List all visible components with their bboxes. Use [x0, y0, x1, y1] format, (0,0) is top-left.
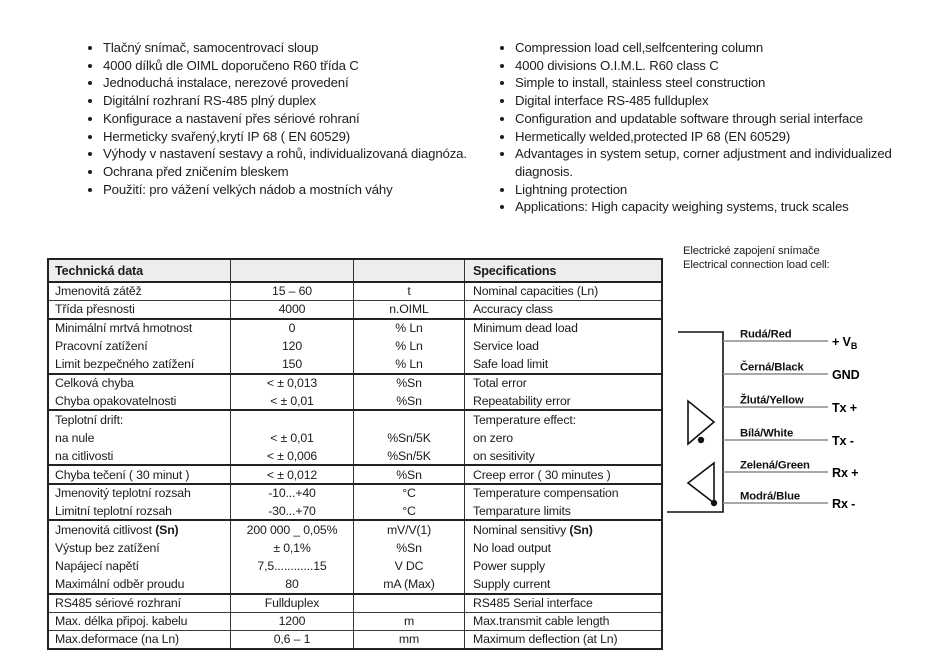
table-cell-c3: m — [354, 612, 465, 630]
table-cell-c3: V DC — [354, 557, 465, 575]
rx-receiver-triangle-icon — [688, 463, 714, 503]
table-cell-c4: Safe load limit — [465, 355, 663, 373]
terminal-label: Tx - — [832, 434, 854, 448]
table-row — [48, 576, 662, 594]
table-cell-c3: % Ln — [354, 355, 465, 373]
table-cell-c1: RS485 sériové rozhraní — [48, 594, 231, 612]
table-cell-c2: < ± 0,013 — [231, 374, 354, 392]
terminal-label: GND — [832, 368, 860, 382]
table-cell-c1: Limit bezpečného zatížení — [48, 355, 231, 373]
table-cell-c3: %Sn — [354, 539, 465, 557]
feature-list-english — [498, 39, 917, 216]
table-cell-c2: 7,5............15 — [231, 557, 354, 575]
table-row — [48, 337, 662, 355]
table-row — [48, 410, 662, 428]
table-cell-c1: Max. délka připoj. kabelu — [48, 612, 231, 630]
table-row — [48, 319, 662, 337]
wire-color-label: Zelená/Green — [740, 459, 810, 472]
table-cell-c2: 0,6 – 1 — [231, 631, 354, 649]
wire-color-label: Žlutá/Yellow — [740, 394, 804, 407]
table-cell-c4: Creep error ( 30 minutes ) — [465, 465, 663, 483]
table-cell-c3: °C — [354, 502, 465, 520]
table-cell-c2: < ± 0,01 — [231, 392, 354, 410]
table-cell-c2: < ± 0,01 — [231, 429, 354, 447]
table-cell-c1: Celková chyba — [48, 374, 231, 392]
table-row — [48, 631, 662, 649]
table-cell-c4: Supply current — [465, 576, 663, 594]
table-cell-c4: Total error — [473, 376, 527, 391]
table-row — [48, 520, 662, 538]
table-header-unit — [354, 259, 465, 282]
table-cell-c4: Nominal capacities (Ln) — [465, 282, 663, 300]
wire-color-label: Rudá/Red — [740, 328, 792, 341]
table-cell-c3: mV/V(1) — [354, 520, 465, 538]
table-row — [48, 300, 662, 318]
table-row — [48, 465, 662, 483]
table-cell-c2: Fullduplex — [231, 594, 354, 612]
table-cell-c3: t — [354, 282, 465, 300]
table-cell-c2: < ± 0,012 — [231, 465, 354, 483]
table-cell-c1: Třída přesnosti — [48, 300, 231, 318]
table-row — [48, 539, 662, 557]
table-row — [48, 282, 662, 300]
table-header-row — [48, 259, 662, 282]
table-cell-c1: Napájecí napětí — [48, 557, 231, 575]
table-cell-c4: Max.transmit cable length — [465, 612, 663, 630]
table-cell-c1: Chyba tečení ( 30 minut ) — [48, 465, 231, 483]
table-cell-c2: ± 0,1% — [231, 539, 354, 557]
table-cell-c1: Jmenovitá citlivost (Sn) — [48, 520, 231, 538]
table-cell-c2: 0 — [231, 319, 354, 337]
table-cell-c3: mA (Max) — [354, 576, 465, 594]
table-row — [48, 355, 662, 373]
feature-item-czech: • Konfigurace a nastavení přes sériové rohraní — [103, 110, 508, 128]
table-cell-c4: No load output — [473, 540, 551, 555]
diagram-caption — [683, 245, 830, 272]
table-cell-c1: Maximální odběr proudu — [48, 576, 231, 594]
feature-item-english: • Simple to install, stainless steel construction — [515, 74, 917, 92]
feature-item-czech: • Výhody v nastavení sestavy a rohů, individualizovaná diagnóza. — [103, 145, 508, 163]
table-cell-c4: Temperature compensation — [473, 486, 619, 501]
table-cell-c4: Accuracy class — [465, 300, 663, 318]
table-cell-c3: %Sn/5K — [354, 447, 465, 465]
table-cell-c3: °C — [354, 484, 465, 502]
table-cell-c1: Pracovní zatížení — [48, 337, 231, 355]
table-cell-c3 — [354, 410, 465, 428]
connection-diagram — [660, 315, 943, 530]
table-cell-c4: Minimum dead load — [473, 321, 578, 336]
table-cell-c1: Minimální mrtvá hmotnost — [48, 319, 231, 337]
table-cell-c1: Chyba opakovatelnosti — [48, 392, 231, 410]
table-row — [48, 594, 662, 612]
feature-item-english: • Compression load cell,selfcentering column — [515, 39, 917, 57]
table-cell-c4: Temperature effect: — [473, 413, 576, 428]
table-cell-c2: -10...+40 — [231, 484, 354, 502]
rx-junction-dot — [711, 500, 717, 506]
table-cell-c1: na nule — [48, 429, 231, 447]
table-cell-c2: 150 — [231, 355, 354, 373]
diagram-caption-czech: Electrické zapojení snímače — [683, 245, 820, 257]
feature-item-czech: • Tlačný snímač, samocentrovací sloup — [103, 39, 508, 57]
table-row — [48, 447, 662, 465]
table-row — [48, 392, 662, 410]
technical-data-table — [47, 258, 663, 650]
feature-list-czech — [86, 39, 508, 198]
feature-item-english: • Applications: High capacity weighing systems, truck scales — [515, 198, 917, 216]
table-cell-c4: Power supply — [473, 559, 546, 574]
table-cell-c4: Service load — [473, 339, 539, 354]
diagram-caption-english: Electrical connection load cell: — [683, 258, 830, 271]
table-cell-c1: na citlivosti — [48, 447, 231, 465]
feature-item-czech: • Digitální rozhraní RS-485 plný duplex — [103, 92, 508, 110]
table-cell-c4: Repeatability error — [465, 392, 663, 410]
table-header-czech: Technická data — [48, 259, 231, 282]
table-row — [48, 502, 662, 520]
feature-item-english: • Advantages in system setup, corner adjustment and individualized diagnosis. — [515, 145, 917, 180]
table-cell-c4: Maximum deflection (at Ln) — [473, 632, 618, 647]
terminal-label: Rx + — [832, 466, 859, 480]
feature-item-czech: • Hermeticky svařený,krytí IP 68 ( EN 60529) — [103, 128, 508, 146]
feature-item-czech: • Použití: pro vážení velkých nádob a mostních váhy — [103, 181, 508, 199]
table-row — [48, 612, 662, 630]
table-cell-c2: -30...+70 — [231, 502, 354, 520]
wire-color-label: Černá/Black — [740, 361, 804, 374]
tx-junction-dot — [698, 437, 704, 443]
feature-item-czech: • Ochrana před zničením bleskem — [103, 163, 508, 181]
table-cell-c3: % Ln — [354, 319, 465, 337]
table-cell-c2: 120 — [231, 337, 354, 355]
terminal-label: Rx - — [832, 497, 856, 511]
table-row — [48, 374, 662, 392]
table-cell-c3: n.OIML — [354, 300, 465, 318]
table-cell-c1: Jmenovitý teplotní rozsah — [48, 484, 231, 502]
feature-item-english: • 4000 divisions O.I.M.L. R60 class C — [515, 57, 917, 75]
table-cell-c2: < ± 0,006 — [231, 447, 354, 465]
table-cell-c2: 1200 — [231, 612, 354, 630]
feature-item-english: • Lightning protection — [515, 181, 917, 199]
feature-item-czech: • Jednoduchá instalace, nerezové provedení — [103, 74, 508, 92]
table-cell-c4: Temparature limits — [465, 502, 663, 520]
table-cell-c3: % Ln — [354, 337, 465, 355]
table-cell-c1: Teplotní drift: — [48, 410, 231, 428]
feature-item-english: • Hermetically welded,protected IP 68 (EN 60529) — [515, 128, 917, 146]
wire-color-label: Modrá/Blue — [740, 490, 801, 503]
feature-item-czech: • 4000 dílků dle OIML doporučeno R60 třída C — [103, 57, 508, 75]
table-cell-c3: %Sn — [354, 374, 465, 392]
table-header-value — [231, 259, 354, 282]
table-cell-c1: Jmenovitá zátěž — [48, 282, 231, 300]
table-cell-c1: Výstup bez zatížení — [48, 539, 231, 557]
table-row — [48, 429, 662, 447]
table-cell-c2 — [231, 410, 354, 428]
table-cell-c3: %Sn — [354, 392, 465, 410]
table-cell-c2: 4000 — [231, 300, 354, 318]
table-cell-c4: RS485 Serial interface — [465, 594, 663, 612]
table-cell-c4: Nominal sensitivy (Sn) — [473, 523, 593, 538]
feature-item-english: • Configuration and updatable software through serial interface — [515, 110, 917, 128]
table-cell-c2: 200 000 _ 0,05% — [231, 520, 354, 538]
table-cell-c3: %Sn — [354, 465, 465, 483]
table-row — [48, 484, 662, 502]
terminal-label: Tx + — [832, 401, 857, 415]
table-cell-c1: Max.deformace (na Ln) — [48, 631, 231, 649]
table-cell-c3: %Sn/5K — [354, 429, 465, 447]
table-row — [48, 557, 662, 575]
table-cell-c2: 15 – 60 — [231, 282, 354, 300]
table-cell-c4: on zero — [473, 430, 513, 445]
table-cell-c2: 80 — [231, 576, 354, 594]
terminal-label: + $V_B$ — [832, 335, 858, 351]
wire-color-label: Bílá/White — [740, 427, 794, 440]
table-cell-c3: mm — [354, 631, 465, 649]
table-cell-c3 — [354, 594, 465, 612]
feature-item-english: • Digital interface RS-485 fullduplex — [515, 92, 917, 110]
table-header-english: Specifications — [465, 259, 663, 282]
table-cell-c1: Limitní teplotní rozsah — [48, 502, 231, 520]
table-cell-c4: on sesitivity — [465, 447, 663, 465]
